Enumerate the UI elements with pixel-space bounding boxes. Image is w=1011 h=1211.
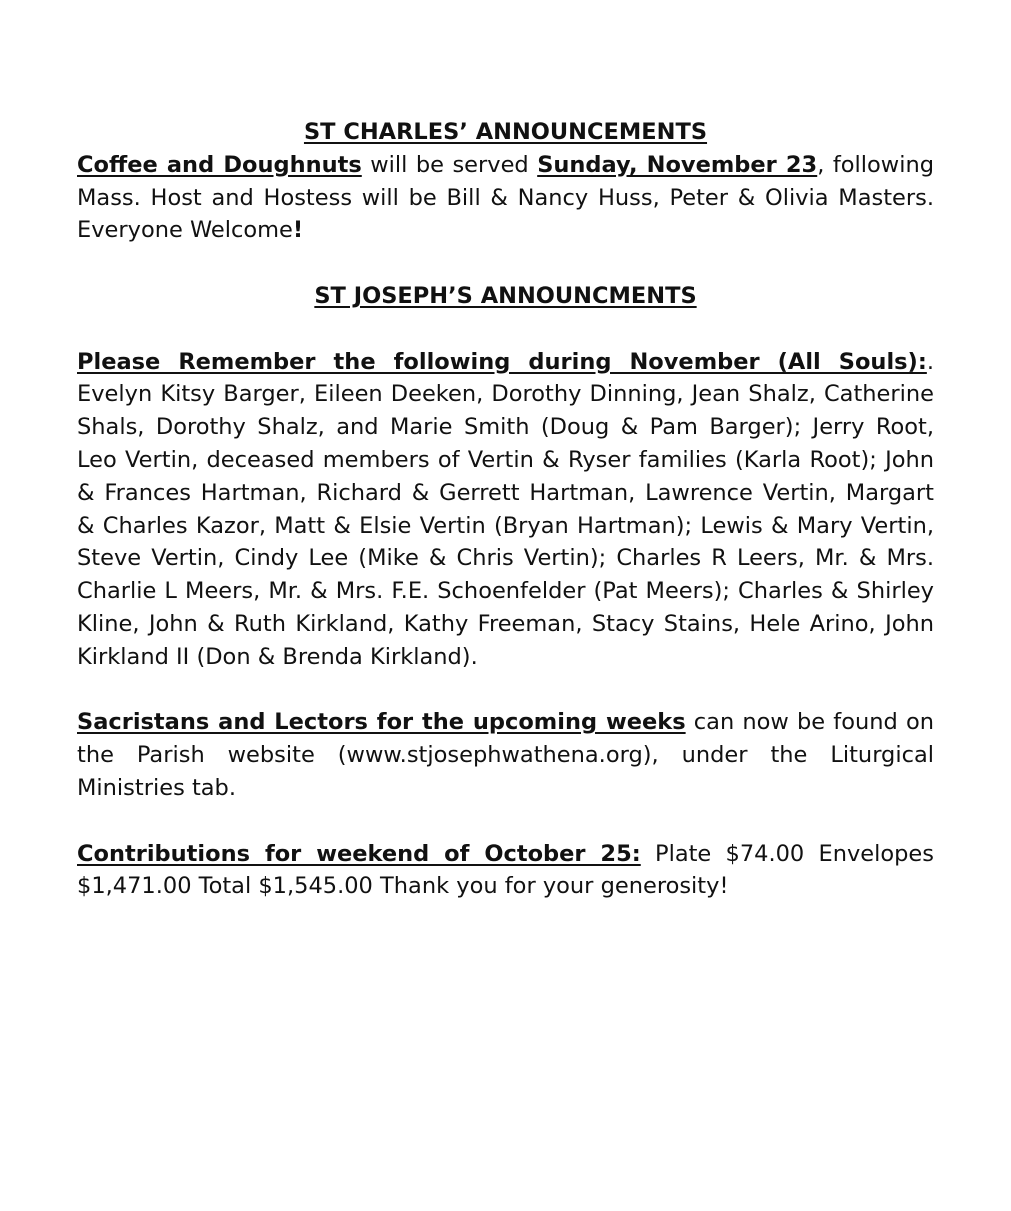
remember-text: . Evelyn Kitsy Barger, Eileen Deeken, Dorothy Dinning, Jean Shalz, Catherine Shals, Dorothy Shalz, and Marie Smith (Doug & Pam Barger); Jerry Root, Leo Vertin, deceased members of Vertin & Ryser families (Karla Root); John & Frances Hartman, Richard & Gerrett Hartman, Lawrence Vertin, Margart & Charles Kazor, Matt & Elsie Vertin (Bryan Hartman); Lewis & Mary Vertin, Steve Vertin, Cindy Lee (Mike & Chris Vertin); Charles R Leers, Mr. & Mrs. Charlie L Meers, Mr. & Mrs. F.E. Schoenfelder (Pat Meers); Charles & Shirley Kline, John & Ruth Kirkland, Kathy Freeman, Stacy Stains, Hele Arino, John Kirkland II (Don & Brenda Kirkland). [77,348,934,670]
contributions-label: Contributions for weekend of October 25: [77,840,641,867]
st-charles-heading: ST CHARLES’ ANNOUNCEMENTS [303,119,708,145]
sacristans-label: Sacristans and Lectors for the upcoming weeks [77,709,686,736]
spacer [77,674,934,707]
sacristans-text: can now be found on the Parish website (www.stjosephwathena.org), under the Liturgical Ministries tab. [77,709,935,801]
bulletin-page [77,116,934,903]
remember-paragraph [77,346,934,674]
sacristans-paragraph [77,706,934,804]
spacer [77,805,934,838]
coffee-text-1: will be served [361,151,538,178]
coffee-paragraph [77,149,934,247]
contributions-paragraph [77,838,934,904]
st-joseph-heading: ST JOSEPH’S ANNOUNCMENTS [314,282,697,309]
contributions-text: Plate $74.00 Envelopes $1,471.00 Total $1,545.00 Thank you for your generosity! [77,840,934,900]
coffee-date: Sunday, November 23 [537,151,818,178]
coffee-text-2: , following Mass. Host and Hostess will be Bill & Nancy Huss, Peter & Olivia Masters. Everyone Welcome [77,151,934,244]
coffee-label: Coffee and Doughnuts [77,151,362,178]
spacer [77,313,934,346]
spacer [77,247,934,280]
remember-label: Please Remember the following during November (All Souls): [77,348,927,375]
coffee-exclaim: ! [292,217,304,244]
